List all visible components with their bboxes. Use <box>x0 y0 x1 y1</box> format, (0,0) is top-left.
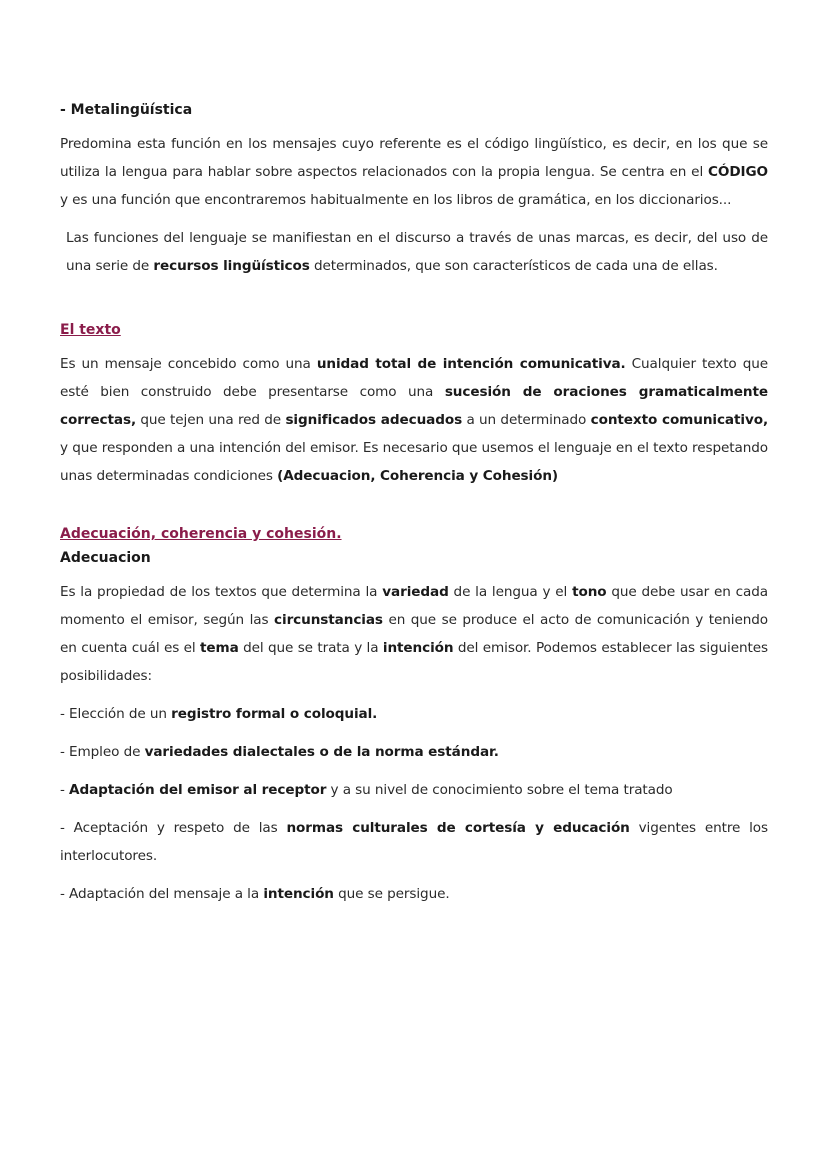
metalinguistica-heading: - Metalingüística <box>60 102 193 118</box>
el-texto-paragraph: Es un mensaje concebido como una unidad total de intención comunicativa. Cualquier texto que esté bien construido debe presentarse como una sucesión de oraciones gramaticalmente correctas, que tejen una red de significados adecuados a un determinado contexto comunicativo, y que responden a una intención del emisor. Es necesario que usemos el lenguaje en el texto respetando unas determinadas condiciones (Adecuacion, Coherencia y Cohesión) <box>60 356 769 484</box>
list-item: - Aceptación y respeto de las normas culturales de cortesía y educación vigentes entre los interlocutores. <box>60 820 768 864</box>
el-texto-title: El texto <box>60 322 121 338</box>
adecuacion-paragraph: Es la propiedad de los textos que determina la variedad de la lengua y el tono que debe usar en cada momento el emisor, según las circunstancias en que se produce el acto de comunicación y teniendo en cuenta cuál es el tema del que se trata y la intención del emisor. Podemos establecer las siguientes posibilidades: <box>60 584 768 684</box>
adecuacion-subheading: Adecuacion <box>60 550 151 566</box>
funciones-paragraph: Las funciones del lenguaje se manifiestan en el discurso a través de unas marcas, es decir, del uso de una serie de recursos lingüísticos determinados, que son característicos de cada una de ellas. <box>66 230 768 274</box>
adecuacion-section-title: Adecuación, coherencia y cohesión. <box>60 526 342 542</box>
list-item: - Empleo de variedades dialectales o de la norma estándar. <box>60 744 499 760</box>
list-item: - Adaptación del emisor al receptor y a su nivel de conocimiento sobre el tema tratado <box>60 782 673 798</box>
metalinguistica-paragraph: Predomina esta función en los mensajes cuyo referente es el código lingüístico, es decir, en los que se utiliza la lengua para hablar sobre aspectos relacionados con la propia lengua. Se centra en el CÓDIGO y es una función que encontraremos habitualmente en los libros de gramática, en los diccionarios... <box>60 136 768 208</box>
list-item: - Adaptación del mensaje a la intención que se persigue. <box>60 886 450 902</box>
list-item: - Elección de un registro formal o coloquial. <box>60 706 378 722</box>
